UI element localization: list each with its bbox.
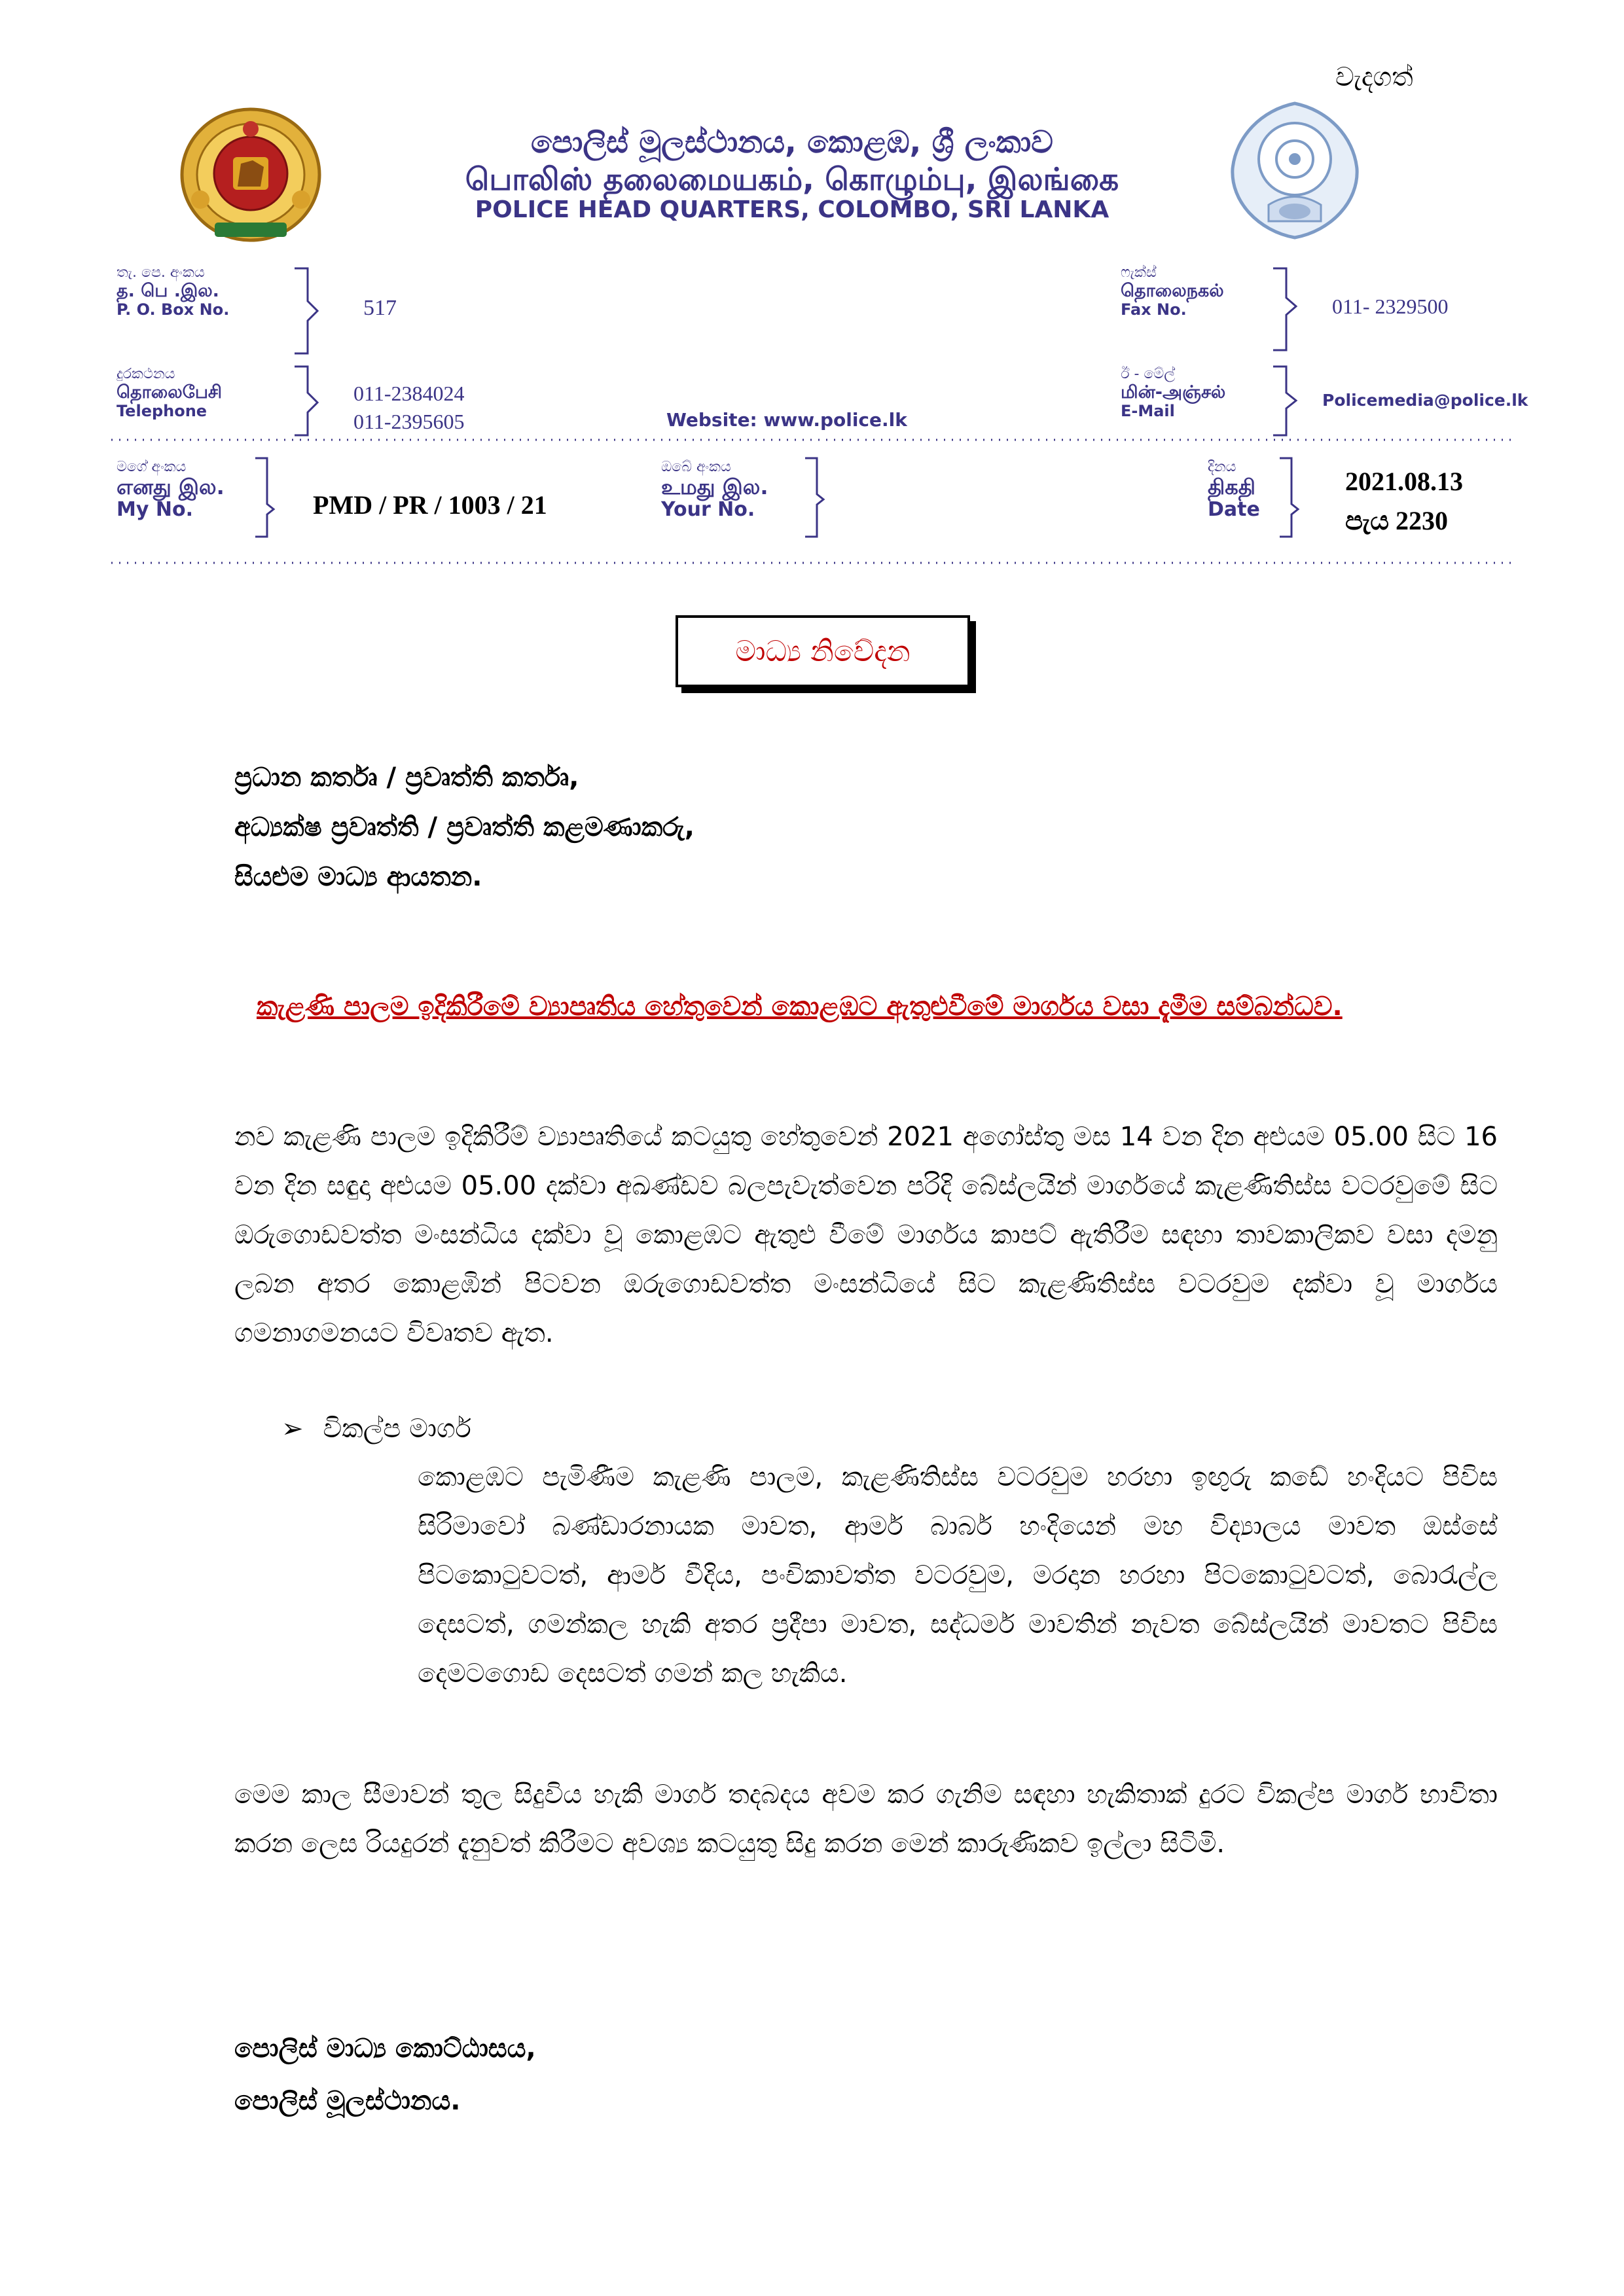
signature-line: පොලිස් මූලස්ථානය. — [234, 2086, 461, 2116]
fax-label — [1121, 265, 1224, 319]
telephone-label-en: Telephone — [117, 401, 208, 420]
my-no-label-en: My No. — [117, 498, 193, 522]
org-name-tamil: பொலிஸ் தலைமையகம், கொழும்பு, இலங்கை — [465, 162, 1119, 198]
recipients-block — [234, 753, 695, 902]
org-name-sinhala: පොලිස් මූලස්ථානය, කොළඹ, ශ්‍රී ලංකාව — [531, 124, 1053, 160]
date-label-en: Date — [1208, 498, 1260, 522]
pobox-label-en: P. O. Box No. — [117, 300, 230, 319]
pobox-label-si: තැ. පෙ. අංකය — [117, 264, 205, 281]
your-no-label-en: Your No. — [661, 498, 755, 522]
arrow-bullet-icon: ➢ — [281, 1414, 304, 1444]
fax-label-en: Fax No. — [1121, 300, 1187, 319]
date-value: 2021.08.13 — [1345, 467, 1463, 496]
my-no-label — [117, 459, 225, 521]
bullet-title: විකල්ප මාර්ග — [323, 1414, 471, 1444]
telephone-value-1: 011-2384024 — [353, 382, 465, 405]
importance-label: වැදගත් — [1335, 62, 1413, 92]
pobox-label — [117, 265, 229, 319]
telephone-label-si: දුරකථනය — [117, 366, 175, 382]
date-label-si: දිනය — [1208, 459, 1236, 475]
body-paragraph-1: නව කැළණි පාලම ඉදිකිරීම් ව්‍යාපෘතියේ කටයුතු හේතුවෙන් 2021 අගෝස්තු මස 14 වන දින අළුයම 05.00 සිට 16 වන දින සඳුදා අළුයම 05.00 දක්වා අඛණ්ඩව බලපැවැත්වෙන පරිදි බේස්ලයින් මාර්ගයේ කැළණිතිස්ස වටරවුමේ සිට ඔරුගොඩවත්ත මංසන්ධිය දක්වා වූ කොළඹට ඇතුළු වීමේ මාර්ගය කාපට් ඇතිරීම සඳහා තාවකාලිකව වසා දමනු ලබන අතර කොළඹින් පිටවන ඔරුගොඩවත්ත මංසන්ධියේ සිට කැළණිතිස්ස වටරවුම දක්වා වූ මාර්ගය ගමනාගමනයට විවෘතව ඇත. — [234, 1122, 1498, 1348]
email-value: Policemedia@police.lk — [1322, 391, 1528, 410]
telephone-label — [117, 367, 222, 420]
my-no-value: PMD / PR / 1003 / 21 — [313, 490, 547, 520]
telephone-label-ta: தொலைபேசி — [117, 382, 223, 403]
pobox-value: 517 — [363, 296, 397, 320]
your-no-label-si: ඔබේ අංකය — [661, 459, 731, 475]
press-release-title: මාධ්‍ය නිවේදන — [735, 634, 911, 668]
recipient-line: අධ්‍යක්ෂ ප්‍රවෘත්ති / ප්‍රවෘත්ති කළමණාකරු, — [234, 812, 695, 842]
email-label-ta: மின்-அஞ்சல் — [1121, 382, 1226, 403]
body-paragraph-2: කොළඹට පැමිණීම කැළණි පාලම, කැළණිතිස්ස වටරවුම හරහා ඉඟුරු කඩේ හංදියට පිවිස සිරිමාවෝ බණ්ඩාරනායක මාවත, ආමර් බාබර් හංදියෙන් මහ විද්‍යාලය මාවත ඔස්සේ පිටකොටුවටත්, ආමර් වීදිය, පංචිකාවත්ත වටරවුම, මරදාන හරහා පිටකොටුවටත්, බොරැල්ල දෙසටත්, ගමන්කල හැකි අතර ප්‍රදීපා මාවත, සද්ධර්ම මාවතින් නැවත බේස්ලයින් මාවතට පිවිස දෙමටගොඩ දෙසටත් ගමන් කල හැකිය. — [418, 1462, 1498, 1689]
press-release-title-box — [676, 615, 970, 687]
your-no-label — [661, 459, 768, 521]
fax-label-ta: தொலைநகல் — [1121, 280, 1224, 301]
pobox-label-ta: த. பெ .இல. — [117, 280, 219, 301]
time-value: පැය 2230 — [1345, 506, 1448, 535]
website-text: Website: www.police.lk — [666, 409, 907, 431]
telephone-value-2: 011-2395605 — [353, 410, 465, 433]
signature-line: පොලිස් මාධ්‍ය කොට්ඨාසය, — [234, 2034, 536, 2064]
subject-heading: කැළණි පාලම ඉදිකිරීමේ ව්‍යාපෘතිය හේතුවෙන් කොළඹට ඇතුළුවීමේ මාර්ගය වසා දැමීම සම්බන්ධව. — [257, 992, 1343, 1022]
your-no-label-ta: உமது இல. — [661, 474, 768, 499]
email-label-si: ඊ - මේල් — [1121, 366, 1176, 382]
signature-block — [234, 2022, 536, 2127]
body-paragraph-3: මෙම කාල සීමාවන් තුල සිදුවිය හැකි මාර්ග තදබදය අවම කර ගැනිම සඳහා හැකිතාක් දුරට විකල්ප මාර්ග භාවිතා කරන ලෙස රියදුරන් දැනුවත් කිරීමට අවශ්‍ය කටයුතු සිදු කරන මෙන් කාරුණිකව ඉල්ලා සිටිමි. — [234, 1780, 1498, 1859]
org-name-english: POLICE HEAD QUARTERS, COLOMBO, SRI LANKA — [475, 196, 1110, 223]
fax-label-si: ෆැක්ස් — [1121, 264, 1157, 281]
my-no-label-si: මගේ අංකය — [117, 459, 187, 475]
date-label — [1208, 459, 1260, 521]
recipient-line: සියළුම මාධ්‍ය ආයතන. — [234, 862, 482, 892]
email-label-en: E-Mail — [1121, 401, 1175, 420]
date-label-ta: திகதி — [1208, 474, 1255, 499]
alternative-routes-bullet — [281, 1414, 471, 1444]
fax-value: 011- 2329500 — [1332, 295, 1449, 318]
my-no-label-ta: எனது இல. — [117, 474, 225, 499]
email-label — [1121, 367, 1225, 420]
recipient-line: ප්‍රධාන කර්තෘ / ප්‍රවෘත්ති කර්තෘ, — [234, 762, 579, 793]
